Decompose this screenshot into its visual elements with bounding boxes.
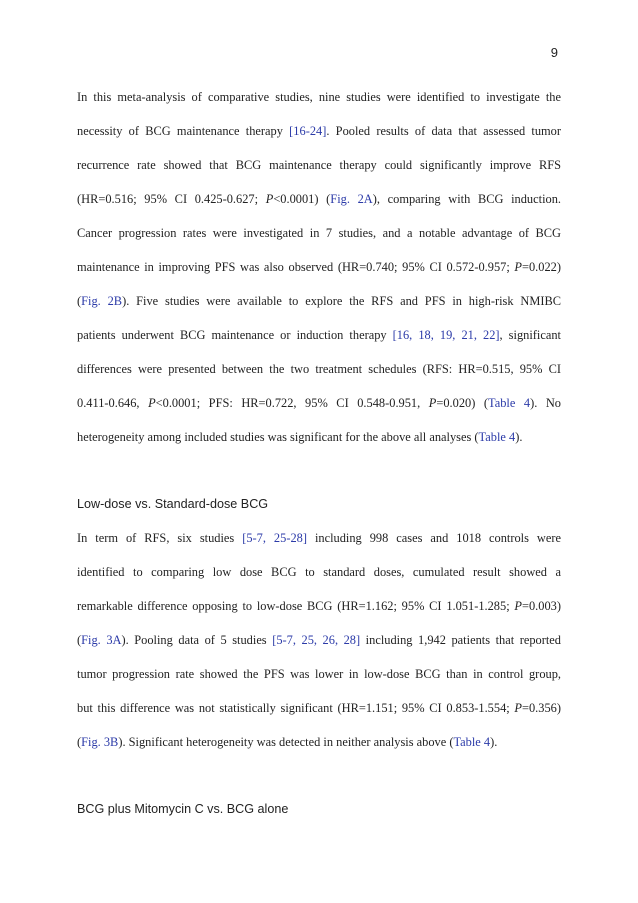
figure-link[interactable]: Fig. 2B [81,294,123,308]
citation-link[interactable]: [16, 18, 19, 21, 22] [392,328,500,342]
citation-link[interactable]: [16-24] [289,124,327,138]
figure-link[interactable]: Fig. 2A [330,192,373,206]
text-line: 0.411-0.646, P<0.0001; PFS: HR=0.722, 95% CI 0.548-0.951, P=0.020) (Table 4). No [77,396,562,410]
paragraph-gap [77,759,561,792]
figure-link[interactable]: Fig. 3A [81,633,122,647]
table-link[interactable]: Table 4 [478,430,516,444]
text-line: Cancer progression rates were investigated in 7 studies, and a notable advantage of BCG [77,226,561,240]
text-line: In this meta-analysis of comparative studies, nine studies were identified to investigate the [77,90,561,104]
table-link[interactable]: Table 4 [488,396,531,410]
paragraph-gap [77,454,561,487]
figure-link[interactable]: Fig. 3B [81,735,119,749]
paragraph-low-dose [77,521,561,759]
section-heading-low-dose: Low-dose vs. Standard-dose BCG [77,497,269,511]
text-line: heterogeneity among included studies was significant for the above all analyses (Table 4). [77,430,523,444]
text-line: (Fig. 3B). Significant heterogeneity was detected in neither analysis above (Table 4). [77,735,498,749]
text-line: (Fig. 2B). Five studies were available to explore the RFS and PFS in high-risk NMIBC [77,294,561,308]
text-line: patients underwent BCG maintenance or induction therapy [16, 18, 19, 21, 22], significant [77,328,561,342]
text-line: (HR=0.516; 95% CI 0.425-0.627; P<0.0001) (Fig. 2A), comparing with BCG induction. [77,192,561,206]
table-link[interactable]: Table 4 [453,735,491,749]
text-line: remarkable difference opposing to low-dose BCG (HR=1.162; 95% CI 1.051-1.285; P=0.003) [77,599,561,613]
citation-link[interactable]: [5-7, 25-28] [242,531,307,545]
text-line: maintenance in improving PFS was also observed (HR=0.740; 95% CI 0.572-0.957; P=0.022) [77,260,561,274]
text-line: (Fig. 3A). Pooling data of 5 studies [5-7, 25, 26, 28] including 1,942 patients that reported [77,633,562,647]
page-number: 9 [550,45,558,60]
text-line: but this difference was not statistically significant (HR=1.151; 95% CI 0.853-1.554; P=0.356) [77,701,561,715]
text-line: identified to comparing low dose BCG to standard doses, cumulated result showed a [77,565,561,579]
text-line: tumor progression rate showed the PFS was lower in low-dose BCG than in control group, [77,667,561,681]
text-line: differences were presented between the two treatment schedules (RFS: HR=0.515, 95% CI [77,362,561,376]
text-line: necessity of BCG maintenance therapy [16-24]. Pooled results of data that assessed tumor [77,124,561,138]
text-line: In term of RFS, six studies [5-7, 25-28] including 998 cases and 1018 controls were [77,531,561,545]
paragraph-maintenance [77,80,561,454]
section-heading-mitomycin: BCG plus Mitomycin C vs. BCG alone [77,802,289,816]
text-line: recurrence rate showed that BCG maintenance therapy could significantly improve RFS [77,158,561,172]
page-body [77,80,561,826]
citation-link[interactable]: [5-7, 25, 26, 28] [272,633,361,647]
